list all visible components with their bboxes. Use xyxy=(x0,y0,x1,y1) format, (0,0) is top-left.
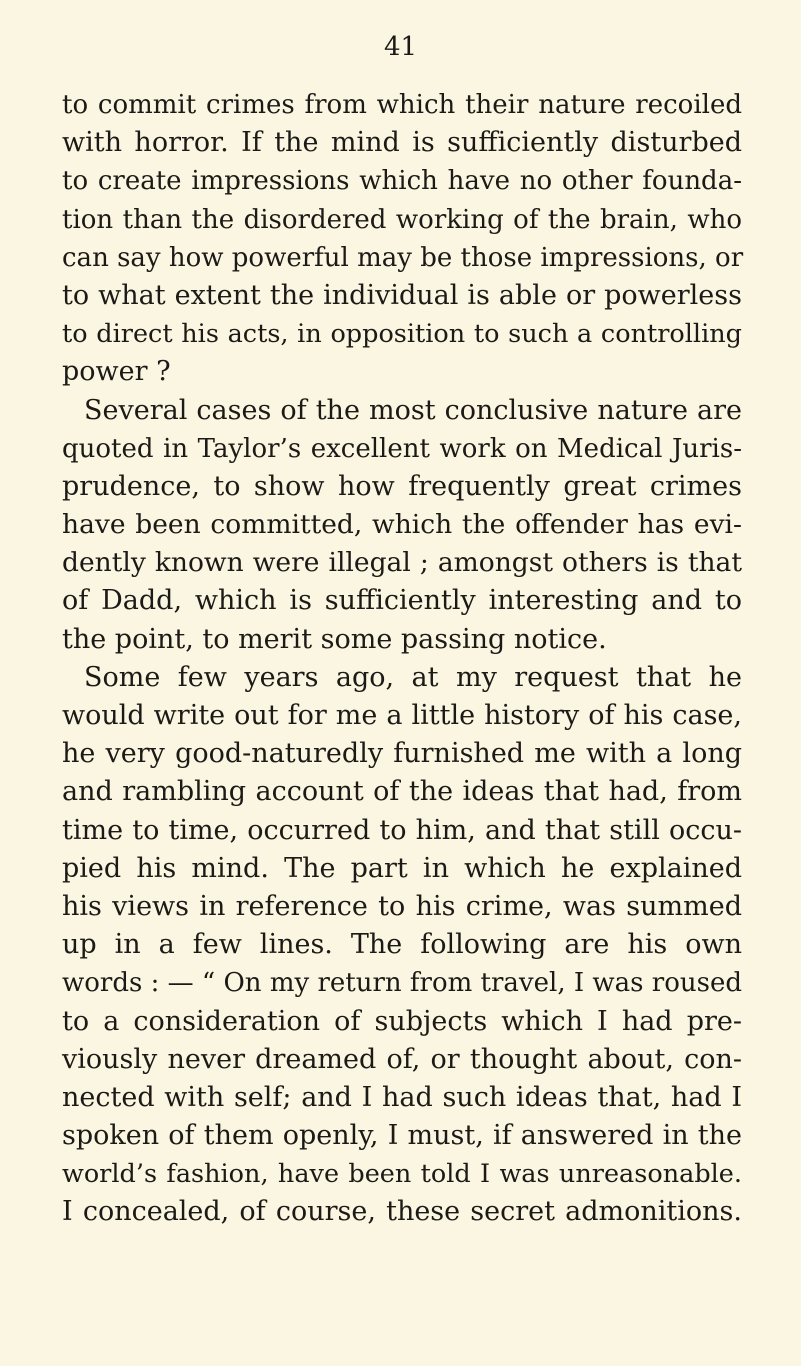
text-line: dently known were illegal ; amongst others is that xyxy=(62,547,742,579)
text-line: I concealed, of course, these secret admonitions. xyxy=(62,1196,742,1228)
text-line: to direct his acts, in opposition to such a controlling xyxy=(62,319,742,350)
text-line: with horror. If the mind is sufficiently disturbed xyxy=(62,127,742,159)
text-line: words : — “ On my return from travel, I was roused xyxy=(62,968,742,999)
text-line: have been committed, which the offender has evi- xyxy=(62,509,742,541)
text-line: can say how powerful may be those impressions, or xyxy=(62,242,744,273)
text-line: Some few years ago, at my request that he xyxy=(84,661,742,693)
page-number: 41 xyxy=(383,32,418,62)
text-line: spoken of them openly, I must, if answered in the xyxy=(62,1120,742,1152)
text-line: world’s fashion, have been told I was unreasonable. xyxy=(62,1159,742,1190)
body-text xyxy=(62,86,742,1232)
text-line: pied his mind. The part in which he explained xyxy=(62,852,742,884)
text-line: tion than the disordered working of the brain, who xyxy=(62,204,742,235)
text-line: to what extent the individual is able or powerless xyxy=(62,279,742,311)
text-line: viously never dreamed of, or thought about, con- xyxy=(62,1043,742,1075)
text-line: prudence, to show how frequently great crimes xyxy=(62,470,742,502)
text-line: nected with self; and I had such ideas that, had I xyxy=(62,1081,742,1113)
text-line: would write out for me a little history of his case, xyxy=(62,700,742,731)
text-line: his views in reference to his crime, was summed xyxy=(62,890,742,922)
text-line: time to time, occurred to him, and that still occu- xyxy=(62,814,742,846)
text-line: the point, to merit some passing notice. xyxy=(62,623,607,655)
text-line: and rambling account of the ideas that had, from xyxy=(62,776,742,808)
text-line: power ? xyxy=(62,356,171,388)
text-line: to create impressions which have no other founda- xyxy=(62,166,742,197)
text-line: quoted in Taylor’s excellent work on Medical Juris- xyxy=(62,433,742,464)
text-line: to commit crimes from which their nature recoiled xyxy=(62,90,742,120)
text-line: Several cases of the most conclusive nature are xyxy=(84,394,742,426)
text-line: of Dadd, which is sufficiently interesting and to xyxy=(62,585,742,617)
text-line: up in a few lines. The following are his own xyxy=(62,929,742,961)
text-line: he very good-naturedly furnished me with a long xyxy=(62,738,742,770)
text-line: to a consideration of subjects which I had pre- xyxy=(62,1005,742,1037)
